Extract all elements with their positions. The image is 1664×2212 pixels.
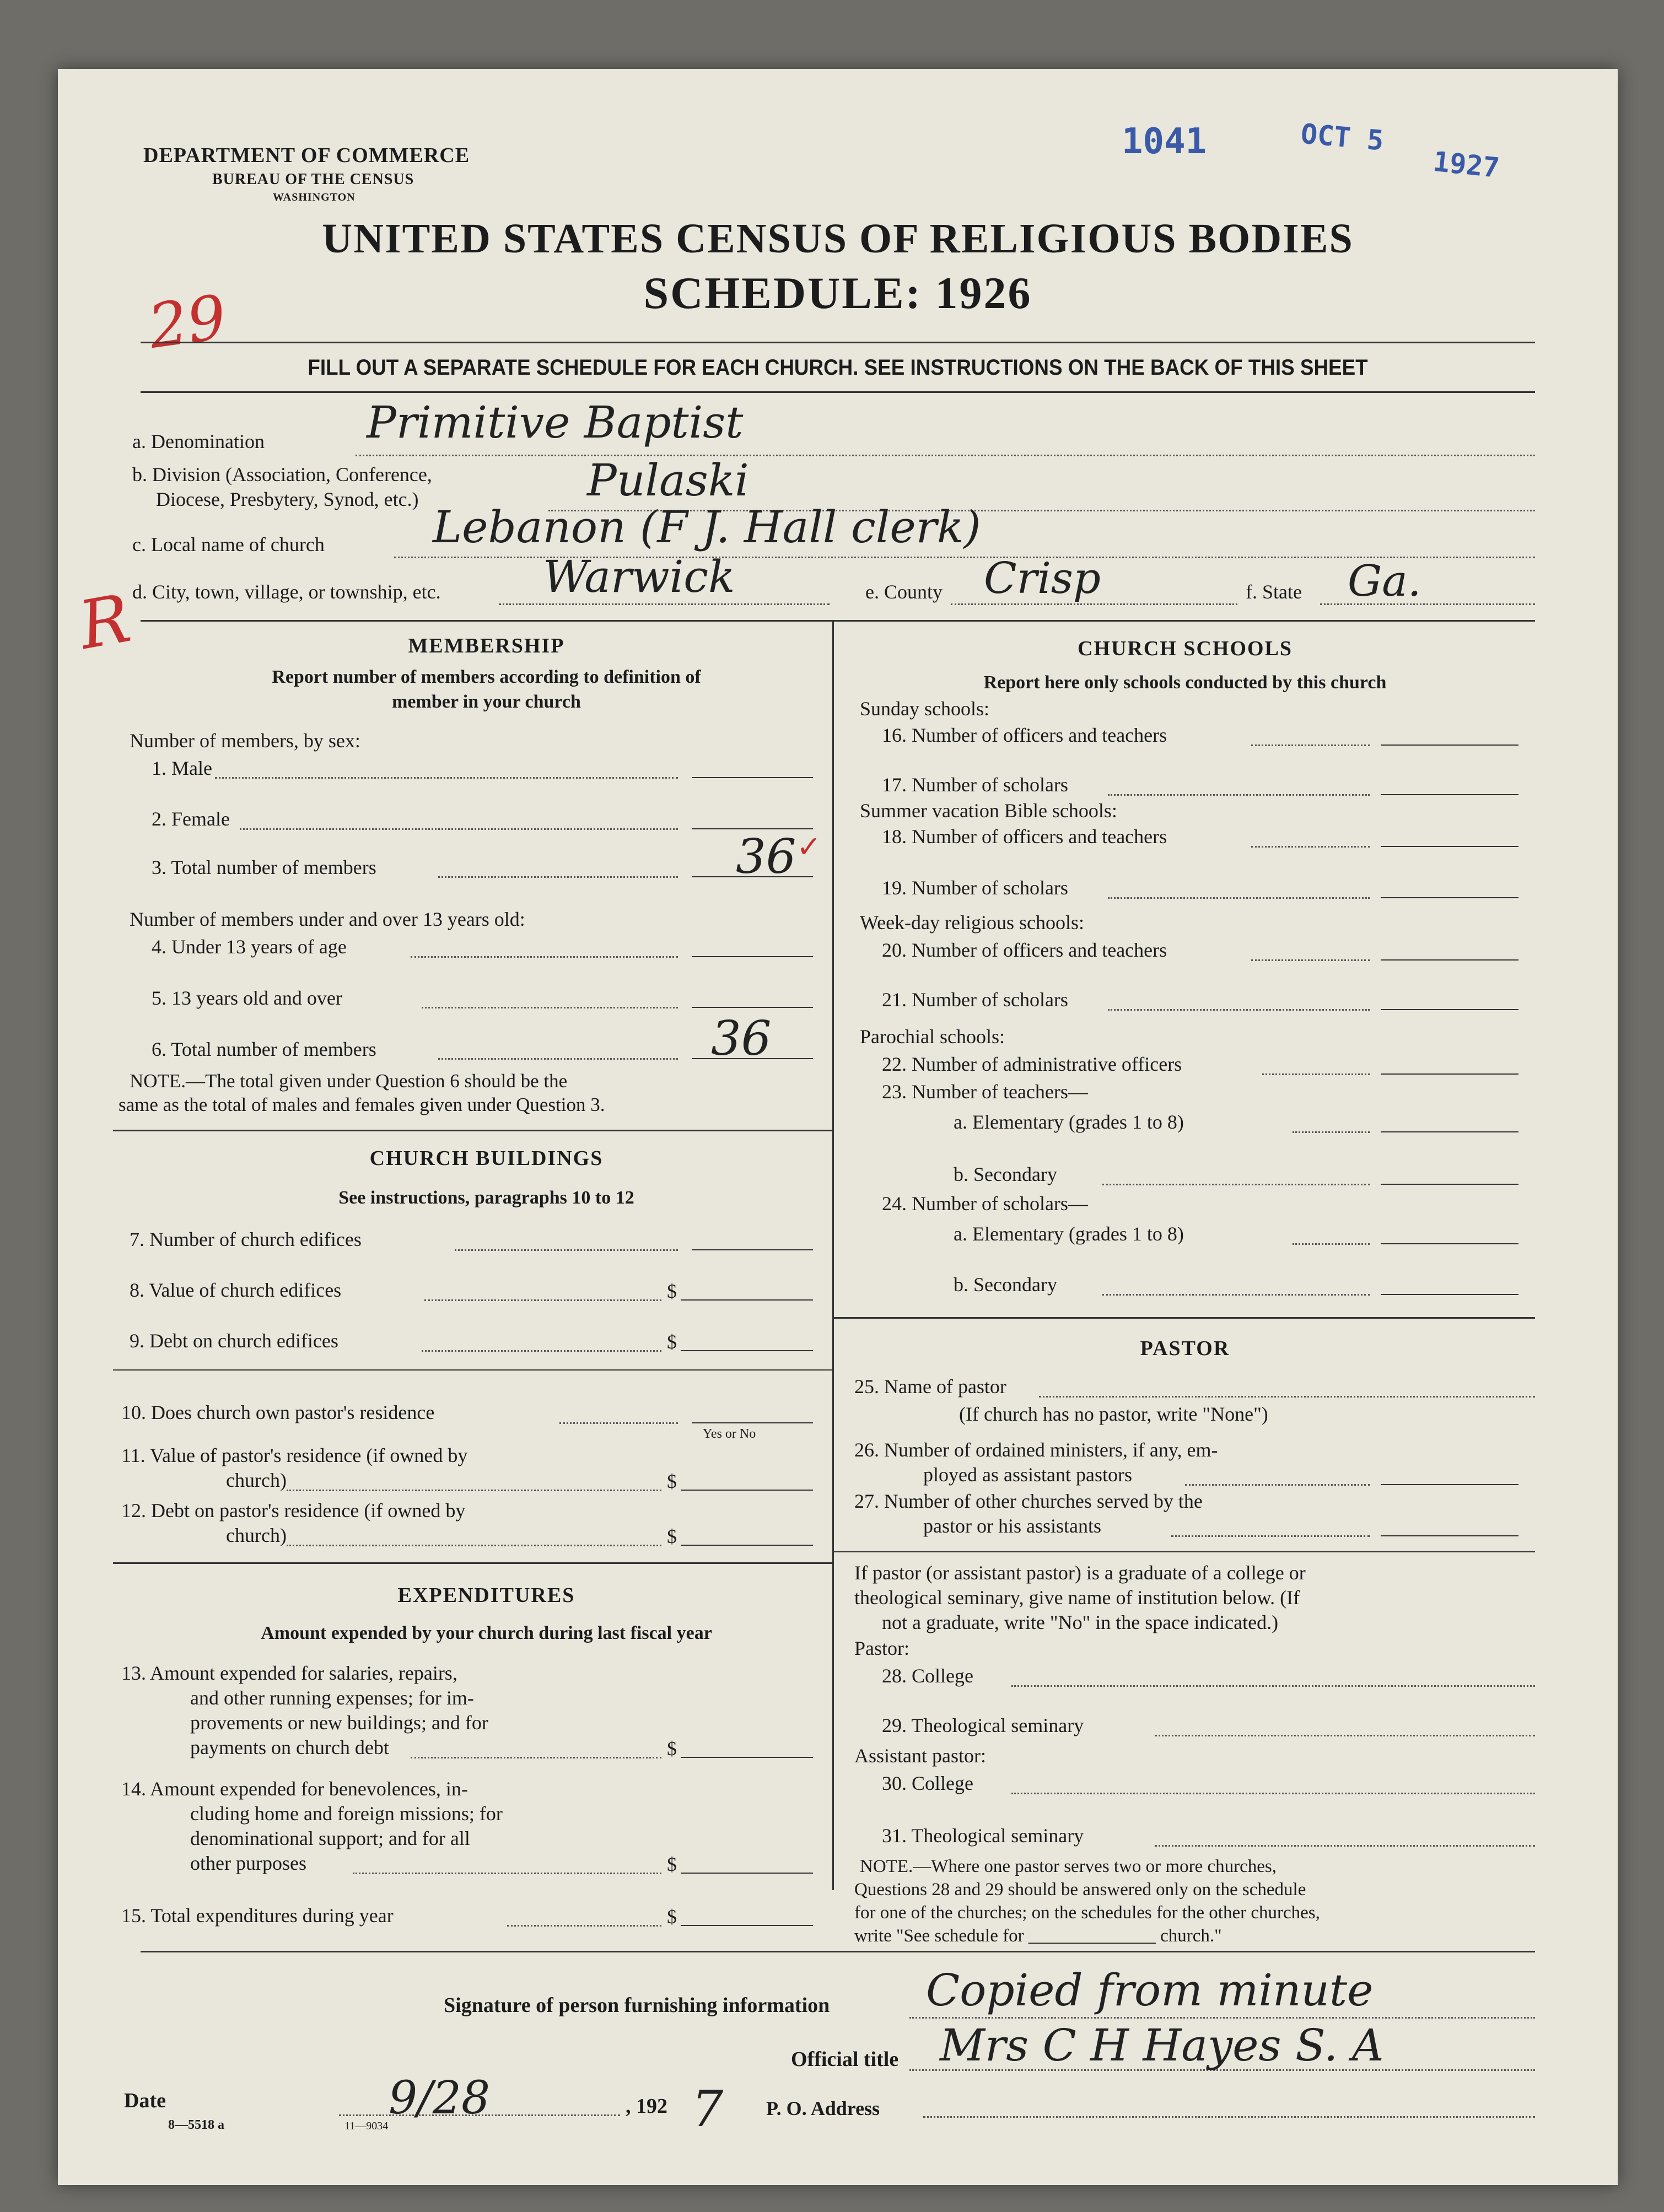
city-line [499,603,830,605]
total-expenditures-dollar: $ [667,1906,677,1928]
form-title: UNITED STATES CENSUS OF RELIGIOUS BODIES [322,215,1354,262]
residence-value-field[interactable] [681,1490,813,1491]
edifices-count-field[interactable] [692,1249,813,1250]
state-label: f. State [1246,581,1302,603]
teachers-label: 23. Number of teachers— [882,1081,1088,1103]
sunday-officers-field[interactable] [1381,744,1518,746]
city-label: d. City, town, village, or township, etc. [132,581,441,603]
expenditures-title: EXPENDITURES [397,1584,575,1607]
city-field[interactable]: Warwick [543,551,735,602]
assistant-college-field[interactable] [1011,1793,1535,1794]
other-churches-label-1: 27. Number of other churches served by the [854,1490,1203,1512]
residence-debt-dollar: $ [667,1525,677,1547]
teachers-secondary-field[interactable] [1381,1184,1518,1185]
membership-intro-2: member in your church [392,692,581,712]
scholars-label: 24. Number of scholars— [882,1193,1088,1215]
membership-title: MEMBERSHIP [408,634,565,657]
pastor-college-field[interactable] [1011,1685,1535,1687]
summer-officers-label: 18. Number of officers and teachers [882,826,1167,848]
under-13-field[interactable] [692,956,813,957]
benevolences-field[interactable] [681,1873,813,1874]
benevolences-label-3: denominational support; and for all [190,1827,470,1849]
owns-residence-dots [559,1422,678,1424]
edifices-debt-dots [422,1350,661,1352]
scholars-elementary-dots [1293,1243,1370,1245]
county-label: e. County [865,581,943,603]
over-13-dots [422,1007,678,1008]
sunday-scholars-label: 17. Number of scholars [882,774,1068,796]
summer-scholars-label: 19. Number of scholars [882,877,1068,899]
denomination-field[interactable]: Primitive Baptist [367,397,744,448]
po-address-field[interactable] [923,2116,1535,2118]
sunday-officers-label: 16. Number of officers and teachers [882,724,1167,746]
pastor-name-hint: (If church has no pastor, write "None") [959,1403,1268,1425]
scholars-secondary-field[interactable] [1381,1294,1518,1295]
residence-value-label-1: 11. Value of pastor's residence (if owned by [121,1444,468,1466]
edifices-value-dots [424,1299,661,1301]
division-label-line2: Diocese, Presbytery, Synod, etc.) [156,488,419,510]
schools-title: CHURCH SCHOOLS [1077,637,1293,660]
red-checkmark-icon: ✓ [796,830,822,864]
department-heading: DEPARTMENT OF COMMERCE [143,144,470,167]
weekday-officers-field[interactable] [1381,959,1518,961]
residence-debt-dots [287,1545,661,1546]
running-expenses-dollar: $ [667,1738,677,1760]
date-year-field[interactable]: 7 [692,2080,724,2138]
pastor-seminary-field[interactable] [1155,1735,1535,1736]
banner-top-rule [141,342,1535,343]
residence-debt-field[interactable] [681,1545,813,1546]
pastor-note-2: Questions 28 and 29 should be answered only on the schedule [854,1880,1306,1900]
total-expenditures-label: 15. Total expenditures during year [121,1905,394,1927]
footer-top-rule [141,1951,1535,1952]
parochial-schools-label: Parochial schools: [860,1026,1005,1048]
edifices-count-dots [455,1249,678,1251]
total-members-age-field[interactable]: 36 [711,1011,772,1066]
admin-officers-dots [1262,1073,1370,1075]
pastor-note-1: NOTE.—Where one pastor serves two or more churches, [860,1857,1277,1876]
print-number: 11—9034 [344,2120,389,2132]
stamp-number: 1041 [1122,121,1207,162]
edifices-count-label: 7. Number of church edifices [130,1228,362,1250]
weekday-officers-label: 20. Number of officers and teachers [882,939,1167,961]
scholars-secondary-label: b. Secondary [954,1274,1057,1296]
sunday-officers-dots [1251,744,1370,746]
running-expenses-field[interactable] [681,1757,813,1758]
edifices-value-label: 8. Value of church edifices [130,1279,342,1301]
scholars-secondary-dots [1102,1294,1370,1296]
running-expenses-label-2: and other running expenses; for im- [190,1687,474,1709]
male-label: 1. Male [152,757,212,779]
benevolences-label-4: other purposes [190,1852,306,1874]
instruction-banner: FILL OUT A SEPARATE SCHEDULE FOR EACH CHURCH. SEE INSTRUCTIONS ON THE BACK OF THIS SHEET [308,355,1368,380]
teachers-elementary-label: a. Elementary (grades 1 to 8) [954,1111,1184,1133]
date-field[interactable]: 9/28 [389,2072,491,2124]
city-heading: WASHINGTON [273,191,356,203]
total-expenditures-dots [507,1925,661,1927]
total-members-age-label: 6. Total number of members [152,1038,376,1060]
sunday-scholars-field[interactable] [1381,794,1518,795]
form-subtitle: SCHEDULE: 1926 [643,268,1032,318]
membership-intro-1: Report number of members according to definition of [272,667,701,687]
ordained-ministers-dots [1185,1484,1370,1486]
signature-field[interactable]: Copied from minute [926,1965,1374,2016]
running-expenses-label-1: 13. Amount expended for salaries, repairs, [121,1662,457,1684]
summer-scholars-field[interactable] [1381,897,1518,898]
teachers-elementary-field[interactable] [1381,1131,1518,1132]
residence-debt-label-1: 12. Debt on pastor's residence (if owned by [121,1499,466,1522]
membership-note-2: same as the total of males and females given under Question 3. [119,1094,605,1115]
graduate-instructions-1: If pastor (or assistant pastor) is a graduate of a college or [854,1562,1306,1584]
column-divider [832,620,834,1890]
sunday-scholars-dots [1108,794,1370,796]
total-members-dots [438,876,678,878]
female-label: 2. Female [152,808,230,830]
official-title-field[interactable]: Mrs C H Hayes S. A [940,2020,1384,2071]
red-mark-annotation: R [73,580,136,665]
benevolences-dots [353,1873,661,1874]
teachers-secondary-dots [1102,1184,1370,1185]
other-churches-dots [1171,1535,1370,1537]
assistant-college-label: 30. College [882,1772,973,1794]
buildings-bottom-rule [113,1562,832,1564]
weekday-schools-label: Week-day religious schools: [860,911,1085,934]
ordained-ministers-label-2: ployed as assistant pastors [923,1464,1132,1486]
edifices-value-field[interactable] [681,1299,813,1301]
graduate-instructions-2: theological seminary, give name of institution below. (If [854,1587,1300,1609]
po-address-label: P. O. Address [766,2097,880,2119]
under-13-dots [411,956,678,958]
official-title-label: Official title [791,2048,899,2071]
signature-label: Signature of person furnishing information [444,1994,830,2017]
summer-schools-label: Summer vacation Bible schools: [860,800,1117,822]
teachers-elementary-dots [1293,1131,1370,1133]
female-dots [240,828,678,830]
county-line [951,603,1237,605]
admin-officers-field[interactable] [1381,1073,1518,1075]
pastor-note-4: write "See schedule for ______________ church." [854,1926,1222,1946]
total-members-age-dots [438,1058,678,1060]
assistant-education-label: Assistant pastor: [854,1745,986,1767]
summer-officers-field[interactable] [1381,846,1518,847]
schools-intro: Report here only schools conducted by this church [983,672,1387,693]
teachers-secondary-label: b. Secondary [954,1163,1057,1185]
residence-value-label-2: church) [226,1469,287,1491]
state-field[interactable]: Ga. [1348,557,1421,606]
total-members-field[interactable]: 36 [736,829,796,884]
male-dots [215,777,678,779]
pastor-seminary-label: 29. Theological seminary [882,1714,1084,1736]
running-expenses-label-4: payments on church debt [190,1736,389,1758]
residence-debt-label-2: church) [226,1524,287,1546]
residence-value-dollar: $ [667,1470,677,1492]
division-field[interactable]: Pulaski [587,455,749,506]
signature-line [909,2017,1535,2019]
banner-bottom-rule [141,391,1535,393]
over-13-label: 5. 13 years old and over [152,987,342,1009]
over-13-field[interactable] [692,1007,813,1008]
pastor-college-label: 28. College [882,1665,973,1687]
form-number: 8—5518 a [168,2118,224,2132]
assistant-seminary-label: 31. Theological seminary [882,1825,1084,1847]
yes-or-no-hint: Yes or No [703,1427,756,1441]
owns-residence-field[interactable] [692,1422,813,1423]
date-label: Date [124,2089,166,2112]
other-churches-label-2: pastor or his assistants [923,1515,1101,1537]
benevolences-dollar: $ [667,1853,677,1875]
admin-officers-label: 22. Number of administrative officers [882,1053,1182,1075]
summer-scholars-dots [1108,897,1370,899]
date-year-prefix: , 192 [626,2095,667,2118]
bureau-heading: BUREAU OF THE CENSUS [212,171,414,188]
stamp-date: OCT 5 [1299,117,1385,157]
male-field[interactable] [692,777,813,778]
schools-bottom-rule [832,1317,1535,1319]
weekday-scholars-dots [1108,1009,1370,1011]
total-members-label: 3. Total number of members [152,856,376,878]
summer-officers-dots [1251,846,1370,848]
ordained-ministers-field[interactable] [1381,1484,1518,1485]
ordained-ministers-label-1: 26. Number of ordained ministers, if any, em- [854,1439,1218,1461]
weekday-scholars-label: 21. Number of scholars [882,989,1068,1011]
county-field[interactable]: Crisp [984,554,1101,603]
local-name-label: c. Local name of church [132,533,325,555]
pastor-note-3: for one of the churches; on the schedules for the other churches, [854,1903,1320,1923]
scholars-elementary-field[interactable] [1381,1243,1518,1244]
sunday-schools-label: Sunday schools: [860,698,990,720]
scholars-elementary-label: a. Elementary (grades 1 to 8) [954,1223,1184,1245]
members-by-age-label: Number of members under and over 13 years old: [130,908,525,930]
edifices-value-dollar: $ [667,1280,677,1302]
buildings-mid-rule [113,1369,832,1371]
edifices-debt-label: 9. Debt on church edifices [130,1330,338,1352]
pastor-name-line[interactable] [1039,1396,1535,1398]
under-13-label: 4. Under 13 years of age [152,936,347,958]
members-by-sex-label: Number of members, by sex: [130,730,360,752]
stamp-year: 1927 [1431,145,1501,185]
pastor-education-label: Pastor: [854,1637,910,1659]
membership-bottom-rule [113,1130,832,1131]
benevolences-label-1: 14. Amount expended for benevolences, in- [121,1778,468,1800]
division-label-line1: b. Division (Association, Conference, [132,463,432,485]
total-expenditures-field[interactable] [681,1925,813,1926]
membership-note-1: NOTE.—The total given under Question 6 should be the [130,1070,568,1092]
owns-residence-label: 10. Does church own pastor's residence [121,1401,435,1423]
weekday-scholars-field[interactable] [1381,1009,1518,1010]
census-schedule-page [58,69,1618,2185]
pastor-title: PASTOR [1140,1337,1230,1360]
running-expenses-dots [411,1757,661,1758]
weekday-officers-dots [1251,959,1370,961]
pastor-mid-rule [832,1551,1535,1552]
pastor-name-label: 25. Name of pastor [854,1375,1006,1398]
benevolences-label-2: cluding home and foreign missions; for [190,1803,503,1825]
denomination-label: a. Denomination [132,430,265,452]
expenditures-intro: Amount expended by your church during last fiscal year [261,1623,712,1643]
edifices-debt-field[interactable] [681,1350,813,1351]
fields-bottom-rule [141,620,1535,622]
red-number-annotation: 29 [144,281,231,363]
buildings-intro: See instructions, paragraphs 10 to 12 [338,1188,634,1208]
edifices-debt-dollar: $ [667,1331,677,1353]
assistant-seminary-field[interactable] [1155,1845,1535,1847]
running-expenses-label-3: provements or new buildings; and for [190,1712,488,1734]
other-churches-field[interactable] [1381,1535,1518,1536]
buildings-title: CHURCH BUILDINGS [369,1147,604,1170]
residence-value-dots [287,1490,661,1491]
denomination-line [356,455,1535,456]
local-name-field[interactable]: Lebanon (F J. Hall clerk) [433,501,981,553]
graduate-instructions-3: not a graduate, write "No" in the space indicated.) [882,1611,1279,1633]
